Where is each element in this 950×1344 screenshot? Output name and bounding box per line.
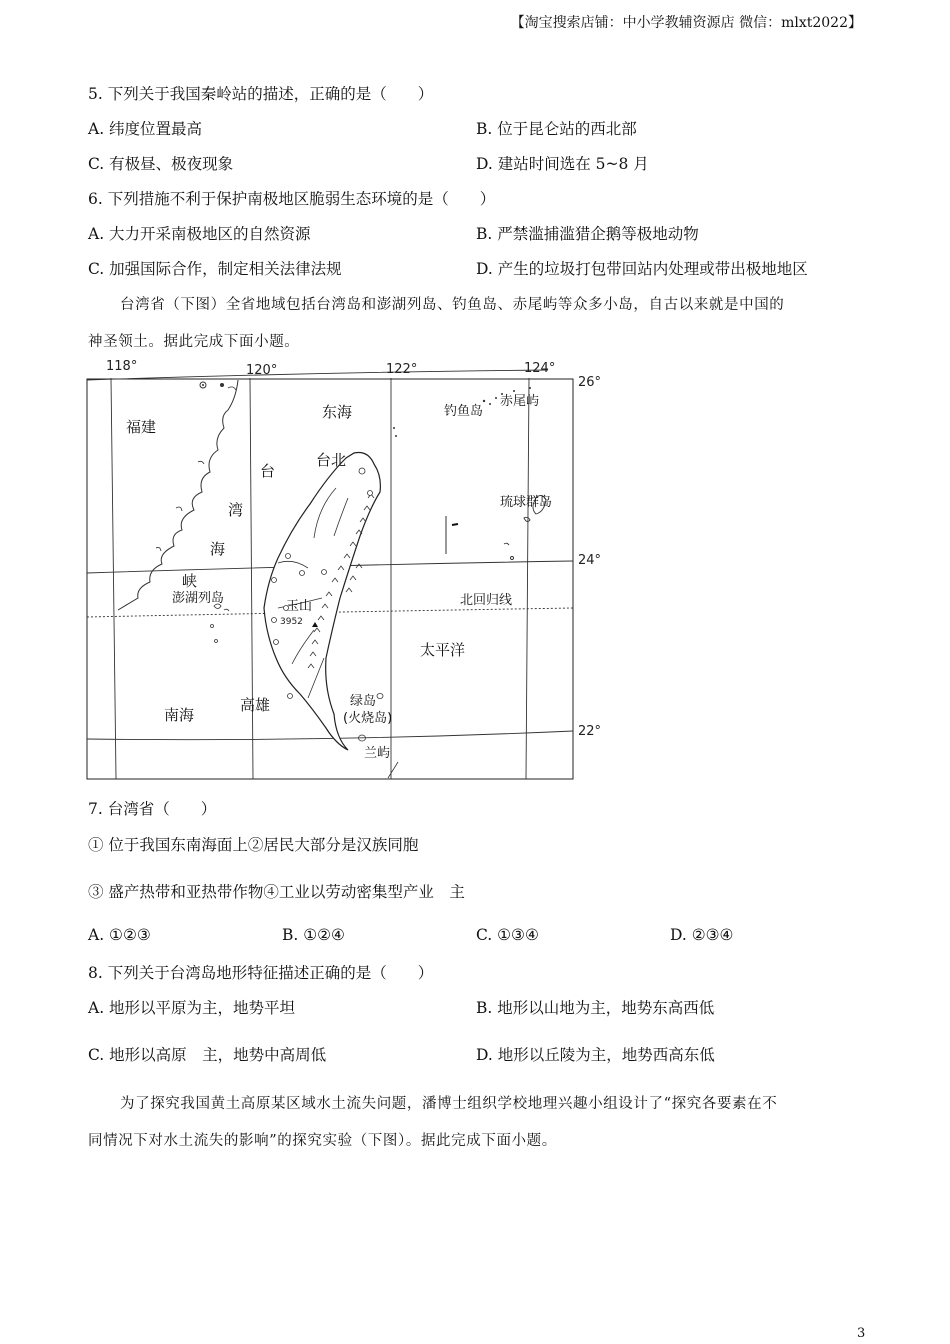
- q8-stem: 8. 下列关于台湾岛地形特征描述正确的是（ ）: [88, 964, 434, 982]
- label-yushan-height: 3952: [280, 617, 303, 627]
- meridian-120: [250, 378, 253, 779]
- lon-label-118: 118°: [106, 359, 138, 374]
- q6-option-b: B. 严禁滥捕滥猎企鹅等极地动物: [476, 225, 699, 243]
- label-taipingyang: 太平洋: [420, 641, 466, 659]
- label-strait-4: 峡: [182, 572, 198, 590]
- label-fujian: 福建: [126, 418, 157, 436]
- lat-label-24: 24°: [578, 553, 602, 568]
- header-shop-note: 【淘宝搜索店铺：中小学教辅资源店 微信：mlxt2022】: [510, 15, 862, 31]
- label-strait-2: 湾: [228, 501, 244, 519]
- label-chiweiyu: 赤尾屿: [500, 394, 540, 409]
- q7-statement-line1: ① 位于我国东南海面上②居民大部分是汉族同胞: [88, 836, 419, 854]
- q7-option-b: B. ①②④: [282, 926, 345, 944]
- label-lanyu: 兰屿: [364, 746, 391, 761]
- q6-option-a: A. 大力开采南极地区的自然资源: [88, 225, 311, 243]
- label-tropic: 北回归线: [460, 593, 513, 608]
- lvdao-island: [377, 694, 383, 699]
- label-gaoxiong: 高雄: [240, 696, 271, 714]
- q5-option-a: A. 纬度位置最高: [88, 120, 203, 138]
- q5-stem: 5. 下列关于我国秦岭站的描述，正确的是（ ）: [88, 85, 434, 103]
- q8-option-b: B. 地形以山地为主，地势东高西低: [476, 999, 715, 1017]
- q6-option-c: C. 加强国际合作，制定相关法律法规: [88, 260, 342, 278]
- meridian-124: [526, 378, 529, 779]
- label-donghai: 东海: [322, 403, 353, 421]
- taiwan-intro-line2: 神圣领土。据此完成下面小题。: [88, 334, 300, 350]
- q7-option-a: A. ①②③: [88, 926, 151, 944]
- fujian-islets: [156, 387, 236, 551]
- lat-label-26: 26°: [578, 375, 602, 390]
- gaoxiong-city-icon: [288, 694, 293, 699]
- label-strait-3: 海: [210, 540, 226, 558]
- penghu-islands: [211, 604, 230, 643]
- label-diaoyudao: 钓鱼岛: [444, 404, 484, 419]
- loess-intro-line2: 同情况下对水土流失的影响”的探究实验（下图）。据此完成下面小题。: [88, 1133, 557, 1149]
- islet-mark: [452, 524, 458, 525]
- q7-statement-line2: ③ 盛产热带和亚热带作物④工业以劳动密集型产业 主: [88, 883, 465, 901]
- label-yushan: 玉山: [286, 599, 313, 614]
- q6-option-d: D. 产生的垃圾打包带回站内处理或带出极地地区: [476, 260, 808, 278]
- label-taibei: 台北: [316, 451, 347, 469]
- label-nanhai: 南海: [164, 706, 195, 724]
- q8-option-a: A. 地形以平原为主，地势平坦: [88, 999, 296, 1017]
- label-liuqiu: 琉球群岛: [500, 495, 553, 510]
- boundary-stroke: [388, 762, 398, 778]
- q5-option-c: C. 有极昼、极夜现象: [88, 155, 234, 173]
- q7-option-d: D. ②③④: [670, 926, 734, 944]
- q8-option-d: D. 地形以丘陵为主，地势西高东低: [476, 1046, 715, 1064]
- lon-label-124: 124°: [524, 361, 556, 376]
- fuzhou-city-dot-icon: [202, 384, 204, 386]
- q7-stem: 7. 台湾省（ ）: [88, 800, 217, 818]
- lon-label-122: 122°: [386, 362, 418, 377]
- label-lvdao: 绿岛: [350, 694, 377, 709]
- q7-option-c: C. ①③④: [476, 926, 539, 944]
- label-penghu: 澎湖列岛: [172, 591, 225, 606]
- q5-option-d: D. 建站时间选在 5~8 月: [476, 155, 649, 173]
- taiwan-intro-line1: 台湾省（下图）全省地域包括台湾岛和澎湖列岛、钓鱼岛、赤尾屿等众多小岛，自古以来就是中国的: [120, 297, 785, 313]
- q8-option-c: C. 地形以高原 主，地势中高周低: [88, 1046, 327, 1064]
- q5-option-b: B. 位于昆仑站的西北部: [476, 120, 637, 138]
- q6-stem: 6. 下列措施不利于保护南极地区脆弱生态环境的是（ ）: [88, 190, 496, 208]
- lon-label-120: 120°: [246, 363, 278, 378]
- fujian-coastline: [118, 380, 238, 610]
- coastal-city-icon: [220, 383, 224, 387]
- loess-intro-line1: 为了探究我国黄土高原某区域水土流失问题，潘博士组织学校地理兴趣小组设计了“探究各要素在不: [120, 1096, 778, 1112]
- label-huoshaodao: (火烧岛): [343, 711, 393, 726]
- taiwan-map: [78, 358, 618, 788]
- label-strait-1: 台: [260, 462, 276, 480]
- taipei-city-icon: [359, 468, 365, 474]
- meridian-118: [111, 378, 116, 779]
- lat-label-22: 22°: [578, 724, 602, 739]
- page-number: 3: [857, 1326, 866, 1341]
